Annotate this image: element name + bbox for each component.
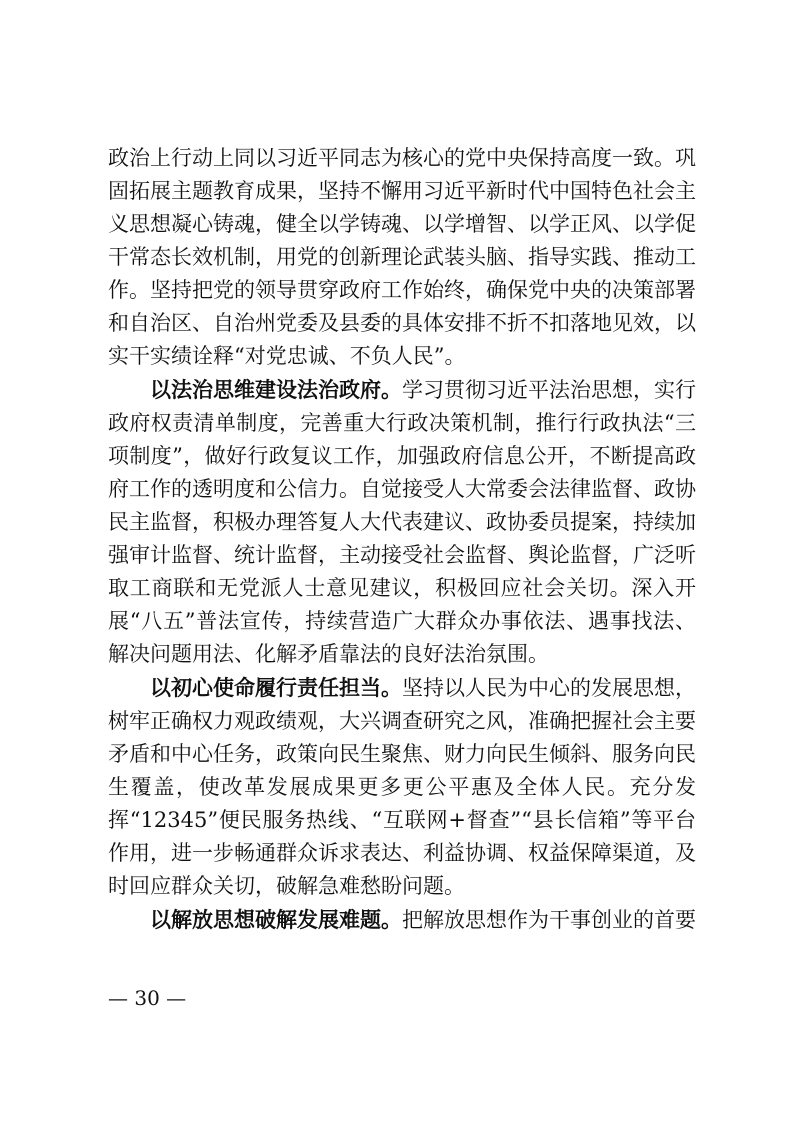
paragraph-original-mission [108,671,696,903]
paragraph-text: 坚持以人民为中心的发展思想，树牢正确权力观政绩观，大兴调查研究之风，准确把握社会主要矛盾和中心任务，政策向民生聚焦、财力向民生倾斜、服务向民生覆盖，使改革发展成果更多更公平惠及全体人民。充分发挥“12345”便民服务热线、“互联网+督查”“县长信箱”等平台作用，进一步畅通群众诉求表达、利益协调、权益保障渠道，及时回应群众关切，破解急难愁盼问题。 [108,676,696,898]
paragraph-text: 政治上行动上同以习近平同志为核心的党中央保持高度一致。巩固拓展主题教育成果，坚持不懈用习近平新时代中国特色社会主义思想凝心铸魂，健全以学铸魂、以学增智、以学正风、以学促干常态长效机制，用党的创新理论武装头脑、指导实践、推动工作。坚持把党的领导贯穿政府工作始终，确保党中央的决策部署和自治区、自治州党委及县委的具体安排不折不扣落地见效，以实干实绩诠释“对党忠诚、不负人民”。 [108,146,696,368]
paragraph-lead-heading: 以解放思想破解发展难题。 [150,907,402,932]
paragraph-continuation [108,142,696,373]
paragraph-lead-heading: 以法治思维建设法治政府。 [150,377,402,402]
paragraph-rule-of-law [108,373,696,671]
paragraph-text: 把解放思想作为干事创业的首要 [402,908,696,932]
body-text [108,142,696,937]
paragraph-lead-heading: 以初心使命履行责任担当。 [150,675,402,700]
page-number: — 30 — [108,986,187,1010]
paragraph-text: 学习贯彻习近平法治思想，实行政府权责清单制度，完善重大行政决策机制，推行行政执法“三项制度”，做好行政复议工作，加强政府信息公开，不断提高政府工作的透明度和公信力。自觉接受人大常委会法律监督、政协民主监督，积极办理答复人大代表建议、政协委员提案，持续加强审计监督、统计监督，主动接受社会监督、舆论监督，广泛听取工商联和无党派人士意见建议，积极回应社会关切。深入开展“八五”普法宣传，持续营造广大群众办事依法、遇事找法、解决问题用法、化解矛盾靠法的良好法治氛围。 [108,378,696,666]
paragraph-emancipate-mind [108,903,696,937]
